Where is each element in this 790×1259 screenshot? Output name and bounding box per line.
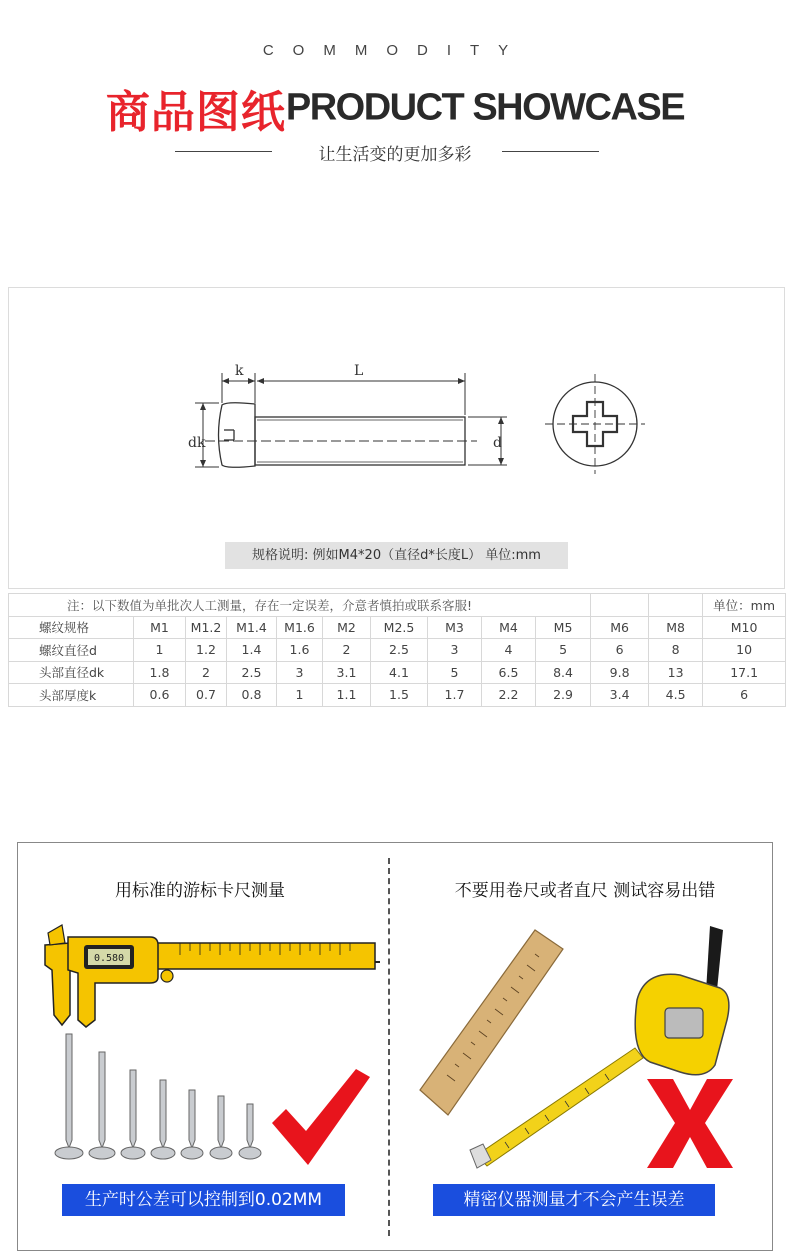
- table-unit: 单位：mm: [703, 594, 786, 617]
- spec-note: 规格说明: 例如M4*20（直径d*长度L） 单位:mm: [225, 542, 568, 569]
- table-note: 注：以下数值为单批次人工测量，存在一定误差，介意者慎拍或联系客服!: [9, 594, 591, 617]
- title-english: PRODUCT SHOWCASE: [285, 86, 685, 129]
- dim-k-label: k: [235, 363, 244, 379]
- dim-dk-label: dk: [188, 435, 206, 451]
- screw-top-view: [545, 374, 645, 474]
- left-title: 用标准的游标卡尺测量: [115, 881, 285, 901]
- dim-l-label: L: [354, 363, 364, 379]
- right-title: 不要用卷尺或者直尺 测试容易出错: [454, 881, 716, 901]
- subtitle-line-right: [502, 151, 599, 152]
- subtitle: 让生活变的更加多彩: [318, 145, 472, 165]
- commodity-heading: COMMODITY: [262, 42, 528, 59]
- screw-side-view: [205, 403, 477, 468]
- left-caption: 生产时公差可以控制到0.02MM: [62, 1184, 345, 1216]
- title-chinese: 商品图纸: [105, 87, 286, 138]
- caliper-readout: 0.580: [93, 953, 125, 964]
- title-row: [0, 76, 790, 140]
- table-row: 头部直径dk 1.8 2 2.5 3 3.1 4.1 5 6.5 8.4 9.8 13 17.1: [9, 661, 786, 684]
- table-row: 头部厚度k 0.6 0.7 0.8 1 1.1 1.5 1.7 2.2 2.9 3.4 4.5 6: [9, 684, 786, 707]
- check-mark-icon: [268, 1065, 373, 1170]
- right-caption: 精密仪器测量才不会产生误差: [433, 1184, 715, 1216]
- screw-technical-drawing: [185, 355, 655, 485]
- table-note-row: [9, 594, 786, 617]
- table-row: 螺纹直径d 1 1.2 1.4 1.6 2 2.5 3 4 5 6 8 10: [9, 639, 786, 662]
- divider-dashed: [388, 858, 390, 1236]
- dim-d-label: d: [493, 435, 502, 451]
- caliper-image: [40, 915, 380, 1030]
- table-row: 螺纹规格 M1 M1.2 M1.4 M1.6 M2 M2.5 M3 M4 M5 M6 M8 M10: [9, 616, 786, 639]
- cross-mark-icon: [645, 1075, 735, 1170]
- spec-table: [8, 593, 786, 707]
- screws-image: [52, 1030, 277, 1165]
